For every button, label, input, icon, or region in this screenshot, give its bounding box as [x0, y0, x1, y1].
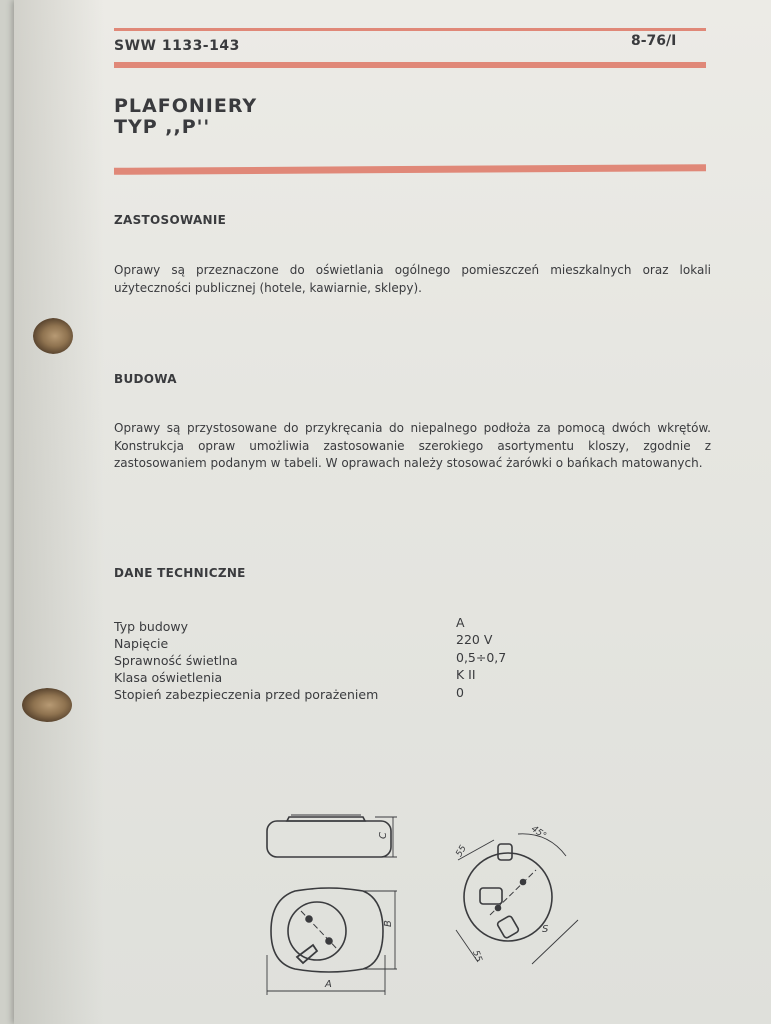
spec-label-sprawnosc: Sprawność świetlna	[114, 653, 238, 668]
title-line-1: PLAFONIERY	[114, 95, 258, 117]
paragraph-zastosowanie: Oprawy są przeznaczone do oświetlania ogólnego pomieszczeń mieszkalnych oraz lokali użyteczności publicznej (hotele, kawiarnie, sklepy).	[114, 263, 711, 295]
header-rule-bottom	[114, 62, 706, 68]
spec-value-sprawnosc: 0,5÷0,7	[456, 650, 507, 665]
punch-hole-lower	[22, 688, 72, 722]
spec-value-typ: A	[456, 615, 465, 630]
fixture-side-view	[267, 815, 391, 857]
dim-label-c: C	[378, 832, 389, 839]
fixture-top-view	[271, 888, 383, 972]
dim-label-55-top: 55	[454, 843, 469, 859]
spec-value-stopien: 0	[456, 685, 464, 700]
punch-hole-upper	[33, 318, 73, 354]
section-heading-dane: DANE TECHNICZNE	[114, 566, 246, 580]
spec-label-klasa: Klasa oświetlenia	[114, 670, 223, 685]
page-edge-shadow	[14, 0, 104, 1024]
title-line-2: TYP ,,P''	[114, 116, 211, 138]
mounting-plate-circle	[464, 844, 552, 941]
section-heading-budowa: BUDOWA	[114, 372, 177, 386]
spec-label-stopien: Stopień zabezpieczenia przed porażeniem	[114, 687, 379, 702]
spec-value-napiecie: 220 V	[456, 632, 493, 647]
fixture-elevation-drawing	[255, 805, 415, 1000]
document-title	[114, 96, 257, 138]
dim-label-s: S	[542, 924, 549, 935]
spec-label-napiecie: Napięcie	[114, 636, 169, 651]
paragraph-budowa: Oprawy są przystosowane do przykręcania do niepalnego podłoża za pomocą dwóch wkrętów. Konstrukcja opraw umożliwia zastosowanie szerokiego asortymentu kloszy, zgodnie z zastosowaniem podanym w tabeli. W oprawach należy stosować żarówki o bańkach matowanych.	[114, 421, 711, 470]
spec-value-klasa: K II	[456, 667, 476, 682]
dim-label-55-bottom: 55	[470, 949, 484, 964]
spec-label-typ: Typ budowy	[114, 619, 189, 634]
dim-label-angle: 45°	[529, 824, 548, 842]
dimension-b-lines	[363, 891, 397, 969]
page-number: 8-76/I	[631, 33, 677, 49]
dim-label-a: A	[325, 979, 332, 990]
dim-label-b: B	[383, 920, 394, 927]
catalog-code: SWW 1133-143	[114, 38, 240, 54]
section-heading-zastosowanie: ZASTOSOWANIE	[114, 213, 227, 227]
mounting-plate-drawing	[438, 812, 588, 972]
header-rule-top	[114, 28, 706, 31]
